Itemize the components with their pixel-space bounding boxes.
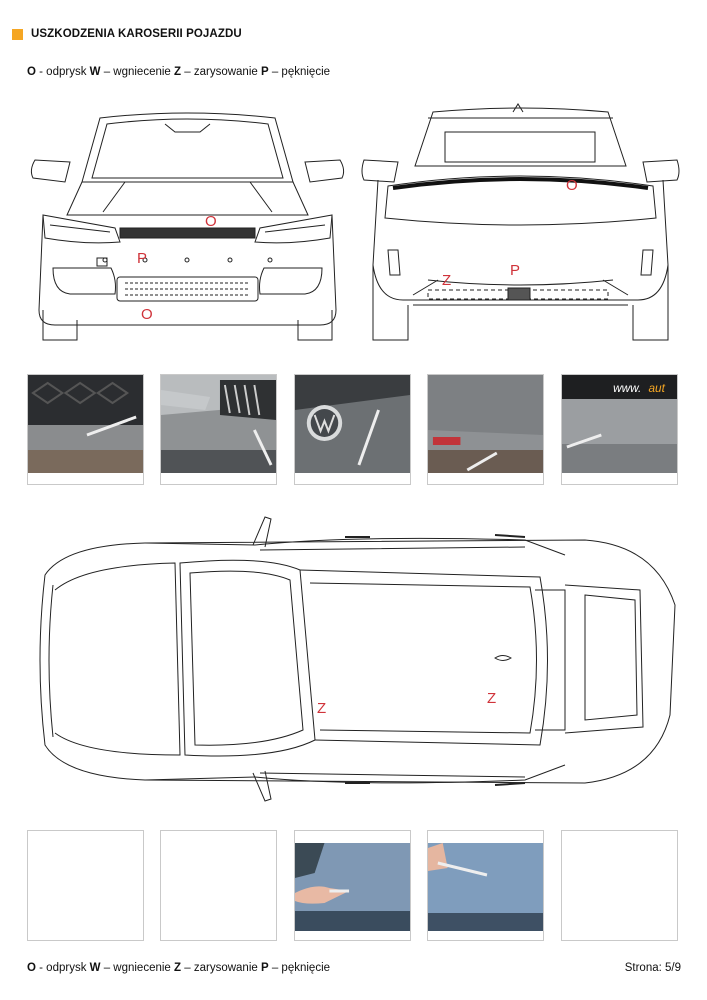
legend-text-dent: – wgniecenie [100, 66, 175, 78]
front-damage-mark-hood: O [205, 213, 217, 230]
damage-photo-headlight [161, 375, 276, 473]
legend-code-scratch: Z [174, 66, 182, 78]
damage-photo-roof-1 [295, 843, 410, 931]
damage-legend-bottom [27, 962, 330, 974]
legend-text-scratch: – zarysowanie [181, 66, 261, 78]
legend-text-crack: – pęknięcie [268, 66, 331, 78]
rear-damage-mark-tailgate: O [566, 177, 578, 194]
legend-code-crack: P [260, 66, 269, 78]
damage-legend-top [27, 66, 330, 78]
damage-photo-badge [295, 375, 410, 473]
front-damage-mark-lower: O [141, 306, 153, 323]
legend-code-crack: P [260, 962, 269, 974]
page-number: Strona: 5/9 [624, 962, 681, 974]
photo-slot-row2-2[interactable] [160, 830, 277, 941]
damage-photo-dealer-bumper [562, 375, 677, 473]
front-damage-mark-bumper: P [137, 250, 148, 267]
photo-slot-row2-5[interactable] [561, 830, 678, 941]
top-damage-mark-roof-left: Z [317, 700, 327, 717]
car-top-view [25, 515, 680, 805]
photo-slot-row1-5[interactable] [561, 374, 678, 485]
rear-damage-mark-bumper-center: P [510, 262, 521, 279]
photo-slot-row2-4[interactable] [427, 830, 544, 941]
top-damage-mark-roof-right: Z [487, 690, 497, 707]
legend-text-crack: – pęknięcie [268, 962, 331, 974]
car-rear-view [358, 100, 683, 350]
legend-code-scratch: Z [174, 962, 182, 974]
photo-slot-row1-3[interactable] [294, 374, 411, 485]
damage-photo-rear-side [428, 375, 543, 473]
svg-text:www.: www. [613, 380, 642, 396]
photo-slot-row2-1[interactable] [27, 830, 144, 941]
accent-square [12, 29, 23, 40]
section-header [12, 26, 242, 42]
rear-damage-mark-bumper-left: Z [442, 272, 452, 289]
legend-text-chip: - odprysk [35, 66, 90, 78]
legend-code-dent: W [89, 66, 101, 78]
legend-text-dent: – wgniecenie [100, 962, 175, 974]
legend-text-chip: - odprysk [35, 962, 90, 974]
photo-slot-row1-2[interactable] [160, 374, 277, 485]
section-title: USZKODZENIA KAROSERII POJAZDU [31, 28, 242, 40]
svg-text:aut: aut [648, 380, 665, 396]
legend-code-chip: O [27, 962, 36, 974]
car-front-view [25, 100, 350, 350]
damage-photo-grille [28, 375, 143, 473]
damage-photo-roof-2 [428, 843, 543, 931]
photo-slot-row1-1[interactable] [27, 374, 144, 485]
legend-code-chip: O [27, 66, 36, 78]
photo-slot-row1-4[interactable] [427, 374, 544, 485]
legend-code-dent: W [89, 962, 101, 974]
legend-text-scratch: – zarysowanie [181, 962, 261, 974]
photo-slot-row2-3[interactable] [294, 830, 411, 941]
